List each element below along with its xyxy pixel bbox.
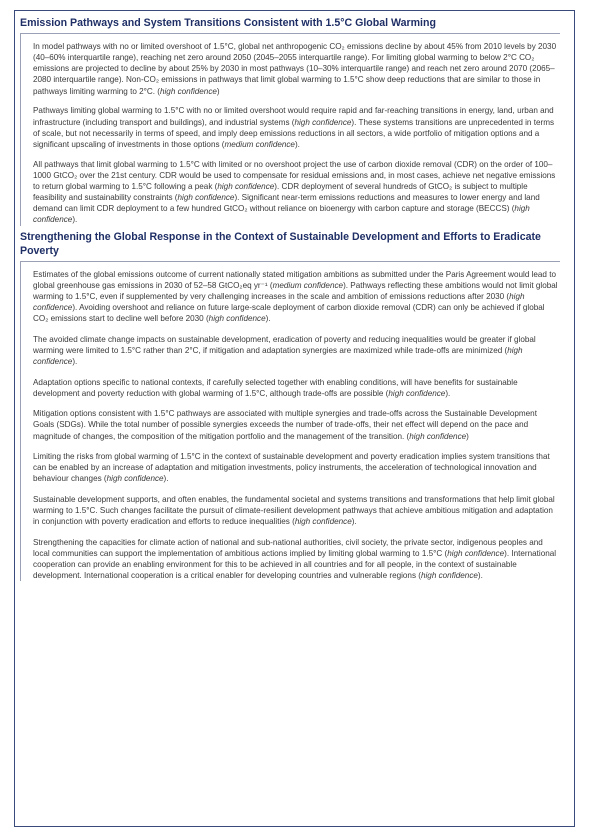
summary-box: [20, 16, 580, 581]
paragraph: The avoided climate change impacts on sustainable development, eradication of poverty and reducing inequalities would be greater if global warming were limited to 1.5°C rather than 2°C, if mitigation and adaptation synergies are maximized while trade-offs are minimized (high confidence).: [33, 334, 536, 367]
section-emission-pathways: [20, 33, 560, 226]
paragraph: In model pathways with no or limited overshoot of 1.5°C, global net anthropogenic CO₂ emissions decline by about 45% from 2010 levels by 2030 (40–60% interquartile range), reaching net zero around 2050 (2045–2055 interquartile range). For limiting global warming to below 2°C CO₂ emissions are projected to decline by about 25% by 2030 in most pathways (10–30% interquartile range) and reach net zero around 2070 (2065–2080 interquartile range). Non-CO₂ emissions in pathways that limit global warming to 1.5°C show deep reductions that are similar to those in pathways limiting warming to 2°C. (high confidence): [33, 42, 557, 96]
paragraph: Mitigation options consistent with 1.5°C pathways are associated with multiple synergies and trade-offs across the Sustainable Development Goals (SDGs). While the total number of possible synergies exceeds the number of trade-offs, their net effect will depend on the pace and magnitude of changes, the composition of the mitigation portfolio and the management of the transition. (high confidence): [33, 409, 537, 441]
paragraph: Adaptation options specific to national contexts, if carefully selected together with enabling conditions, will have benefits for sustainable development and poverty reduction with global warming of 1.5°C, although trade-offs are possible (high confidence).: [33, 377, 518, 398]
paragraph: Limiting the risks from global warming of 1.5°C in the context of sustainable development and poverty eradication implies system transitions that can be enabled by an increase of adaptation and mitigation investments, policy instruments, the acceleration of technological innovation and behaviour changes (high confidence).: [33, 452, 550, 484]
paragraph: Estimates of the global emissions outcome of current nationally stated mitigation ambitions as submitted under the Paris Agreement would lead to global greenhouse gas emissions in 2030 of 52–58 GtCO₂eq yr⁻¹ (medium confidence). Pathways reflecting these ambitions would not limit global warming to 1.5°C, even if supplemented by very challenging increases in the scale and ambition of emissions reductions after 2030 (high confidence). Avoiding overshoot and reliance on future large-scale deployment of carbon dioxide removal (CDR) can only be achieved if global CO₂ emissions start to decline well before 2030 (high confidence).: [33, 269, 558, 324]
paragraph: Pathways limiting global warming to 1.5°C with no or limited overshoot would require rapid and far-reaching transitions in energy, land, urban and infrastructure (including transport and buildings), and industrial systems (high confidence). These systems transitions are unprecedented in terms of scale, but not necessarily in terms of speed, and imply deep emissions reductions in all sectors, a wide portfolio of mitigation options and a significant upscaling of investments in those options (medium confidence).: [33, 106, 555, 149]
paragraph: All pathways that limit global warming to 1.5°C with limited or no overshoot project the use of carbon dioxide removal (CDR) on the order of 100–1000 GtCO₂ over the 21st century. CDR would be used to compensate for residual emissions and, in most cases, achieve net negative emissions to return global warming to 1.5°C following a peak (high confidence). CDR deployment of several hundreds of GtCO₂ is subject to multiple feasibility and sustainability constraints (high confidence). Significant near-term emissions reductions and measures to lower energy and land demand can limit CDR deployment to a few hundred GtCO₂ without reliance on bioenergy with carbon capture and storage (BECCS) (high confidence).: [33, 159, 556, 225]
paragraph: Strengthening the capacities for climate action of national and sub-national authorities, civil society, the private sector, indigenous peoples and local communities can support the implementation of ambitious actions implied by limiting global warming to 1.5°C (high confidence). International cooperation can provide an enabling environment for this to be achieved in all countries and for all people, in the context of sustainable development. International cooperation is a critical enabler for developing countries and vulnerable regions (high confidence).: [33, 537, 557, 581]
section-title-emission-pathways: Emission Pathways and System Transitions Consistent with 1.5°C Global Warming: [20, 17, 436, 29]
paragraph: Sustainable development supports, and often enables, the fundamental societal and systems transitions and transformations that help limit global warming to 1.5°C. Such changes facilitate the pursuit of climate-resilient development pathways that achieve ambitious mitigation and adaptation in conjunction with poverty eradication and efforts to reduce inequalities (high confidence).: [33, 494, 555, 527]
section-title-strengthening-response: Strengthening the Global Response in the Context of Sustainable Development and Efforts to Eradicate Poverty: [20, 230, 541, 257]
section-strengthening-response: [20, 261, 560, 582]
